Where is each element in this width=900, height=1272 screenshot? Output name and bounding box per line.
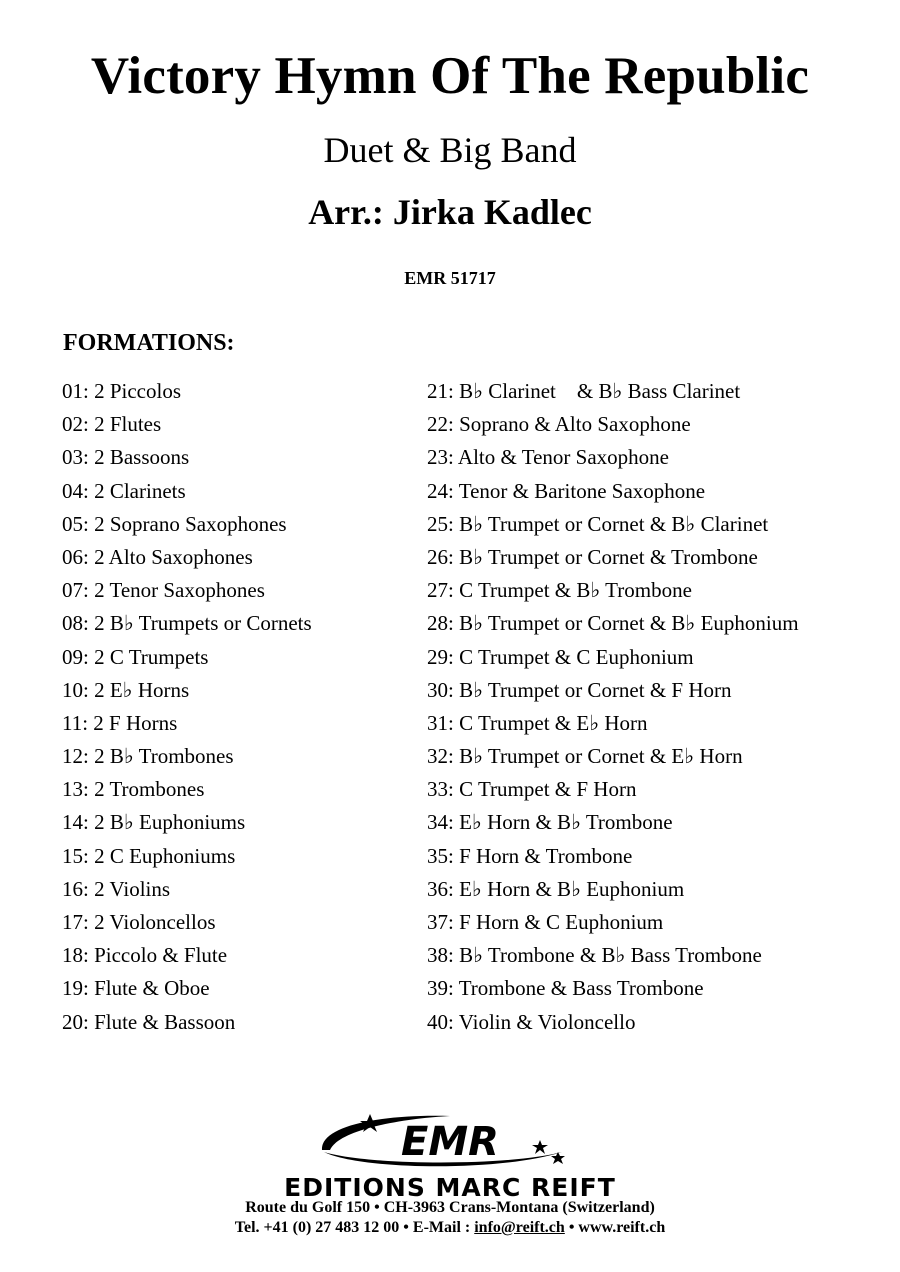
formation-item: 17: 2 Violoncellos <box>62 910 216 934</box>
formation-item: 01: 2 Piccolos <box>62 379 181 403</box>
formation-item: 22: Soprano & Alto Saxophone <box>427 412 691 437</box>
formation-item: 15: 2 C Euphoniums <box>62 843 236 868</box>
formation-item: 37: F Horn & C Euphonium <box>427 910 664 934</box>
formation-item: 31: C Trumpet & E♭ Horn <box>427 710 648 735</box>
formation-item: 10: 2 E♭ Horns <box>62 677 190 702</box>
score-title: Victory Hymn Of The Republic <box>90 47 810 105</box>
formation-item: 38: B♭ Trombone & B♭ Bass Trombone <box>427 943 762 968</box>
contact-prefix: Tel. +41 (0) 27 483 12 00 • E-Mail : <box>234 1219 475 1236</box>
formation-item: 07: 2 Tenor Saxophones <box>62 578 265 603</box>
formation-item: 19: Flute & Oboe <box>62 976 210 1001</box>
catalog-code: EMR 51717 <box>404 268 496 288</box>
publisher-name: EDITIONS MARC REIFT <box>284 1173 616 1202</box>
formation-item: 09: 2 C Trumpets <box>62 644 209 669</box>
formation-item: 36: E♭ Horn & B♭ Euphonium <box>427 876 685 901</box>
formation-item: 14: 2 B♭ Euphoniums <box>62 810 246 835</box>
formation-item: 24: Tenor & Baritone Saxophone <box>427 478 706 503</box>
formation-item: 16: 2 Violins <box>62 876 171 901</box>
formation-item: 34: E♭ Horn & B♭ Trombone <box>427 810 673 835</box>
formation-item: 18: Piccolo & Flute <box>62 943 228 968</box>
formation-item: 33: C Trumpet & F Horn <box>427 777 637 802</box>
logo-text: EMR <box>401 1119 499 1165</box>
formation-item: 25: B♭ Trumpet or Cornet & B♭ Clarinet <box>427 511 769 536</box>
arranger-credit: Arr.: Jirka Kadlec <box>308 192 592 232</box>
formation-item: 26: B♭ Trumpet or Cornet & Trombone <box>427 544 758 569</box>
formation-item: 23: Alto & Tenor Saxophone <box>427 445 669 470</box>
formations-list-left <box>62 375 312 1039</box>
formation-item: 03: 2 Bassoons <box>62 445 190 470</box>
formation-item: 40: Violin & Violoncello <box>427 1009 636 1034</box>
publisher-address: Route du Golf 150 • CH-3963 Crans-Montana (Switzerland) <box>245 1199 655 1216</box>
formation-item: 11: 2 F Horns <box>62 710 178 735</box>
formation-item: 21: B♭ Clarinet & B♭ Bass Clarinet <box>427 379 741 403</box>
emr-logo <box>300 1108 600 1178</box>
formation-item: 12: 2 B♭ Trombones <box>62 744 234 769</box>
formation-item: 08: 2 B♭ Trumpets or Cornets <box>62 611 312 636</box>
publisher-contact <box>0 1218 900 1238</box>
formation-item: 32: B♭ Trumpet or Cornet & E♭ Horn <box>427 744 743 769</box>
formation-item: 20: Flute & Bassoon <box>62 1009 236 1034</box>
formation-item: 35: F Horn & Trombone <box>427 843 633 868</box>
formations-heading: FORMATIONS: <box>63 330 235 356</box>
contact-suffix: • www.reift.ch <box>564 1219 666 1236</box>
formation-item: 27: C Trumpet & B♭ Trombone <box>427 578 692 603</box>
formation-item: 29: C Trumpet & C Euphonium <box>427 644 694 669</box>
formation-item: 39: Trombone & Bass Trombone <box>427 976 704 1001</box>
formation-item: 13: 2 Trombones <box>62 777 205 802</box>
email-link[interactable]: info@reift.ch <box>474 1219 565 1236</box>
formation-item: 06: 2 Alto Saxophones <box>62 544 253 569</box>
score-subtitle: Duet & Big Band <box>323 130 577 170</box>
formation-item: 05: 2 Soprano Saxophones <box>62 511 287 536</box>
formation-item: 28: B♭ Trumpet or Cornet & B♭ Euphonium <box>427 611 799 636</box>
formation-item: 02: 2 Flutes <box>62 412 162 437</box>
formations-list-right <box>427 375 799 1039</box>
formation-item: 30: B♭ Trumpet or Cornet & F Horn <box>427 677 732 702</box>
formation-item: 04: 2 Clarinets <box>62 478 186 503</box>
